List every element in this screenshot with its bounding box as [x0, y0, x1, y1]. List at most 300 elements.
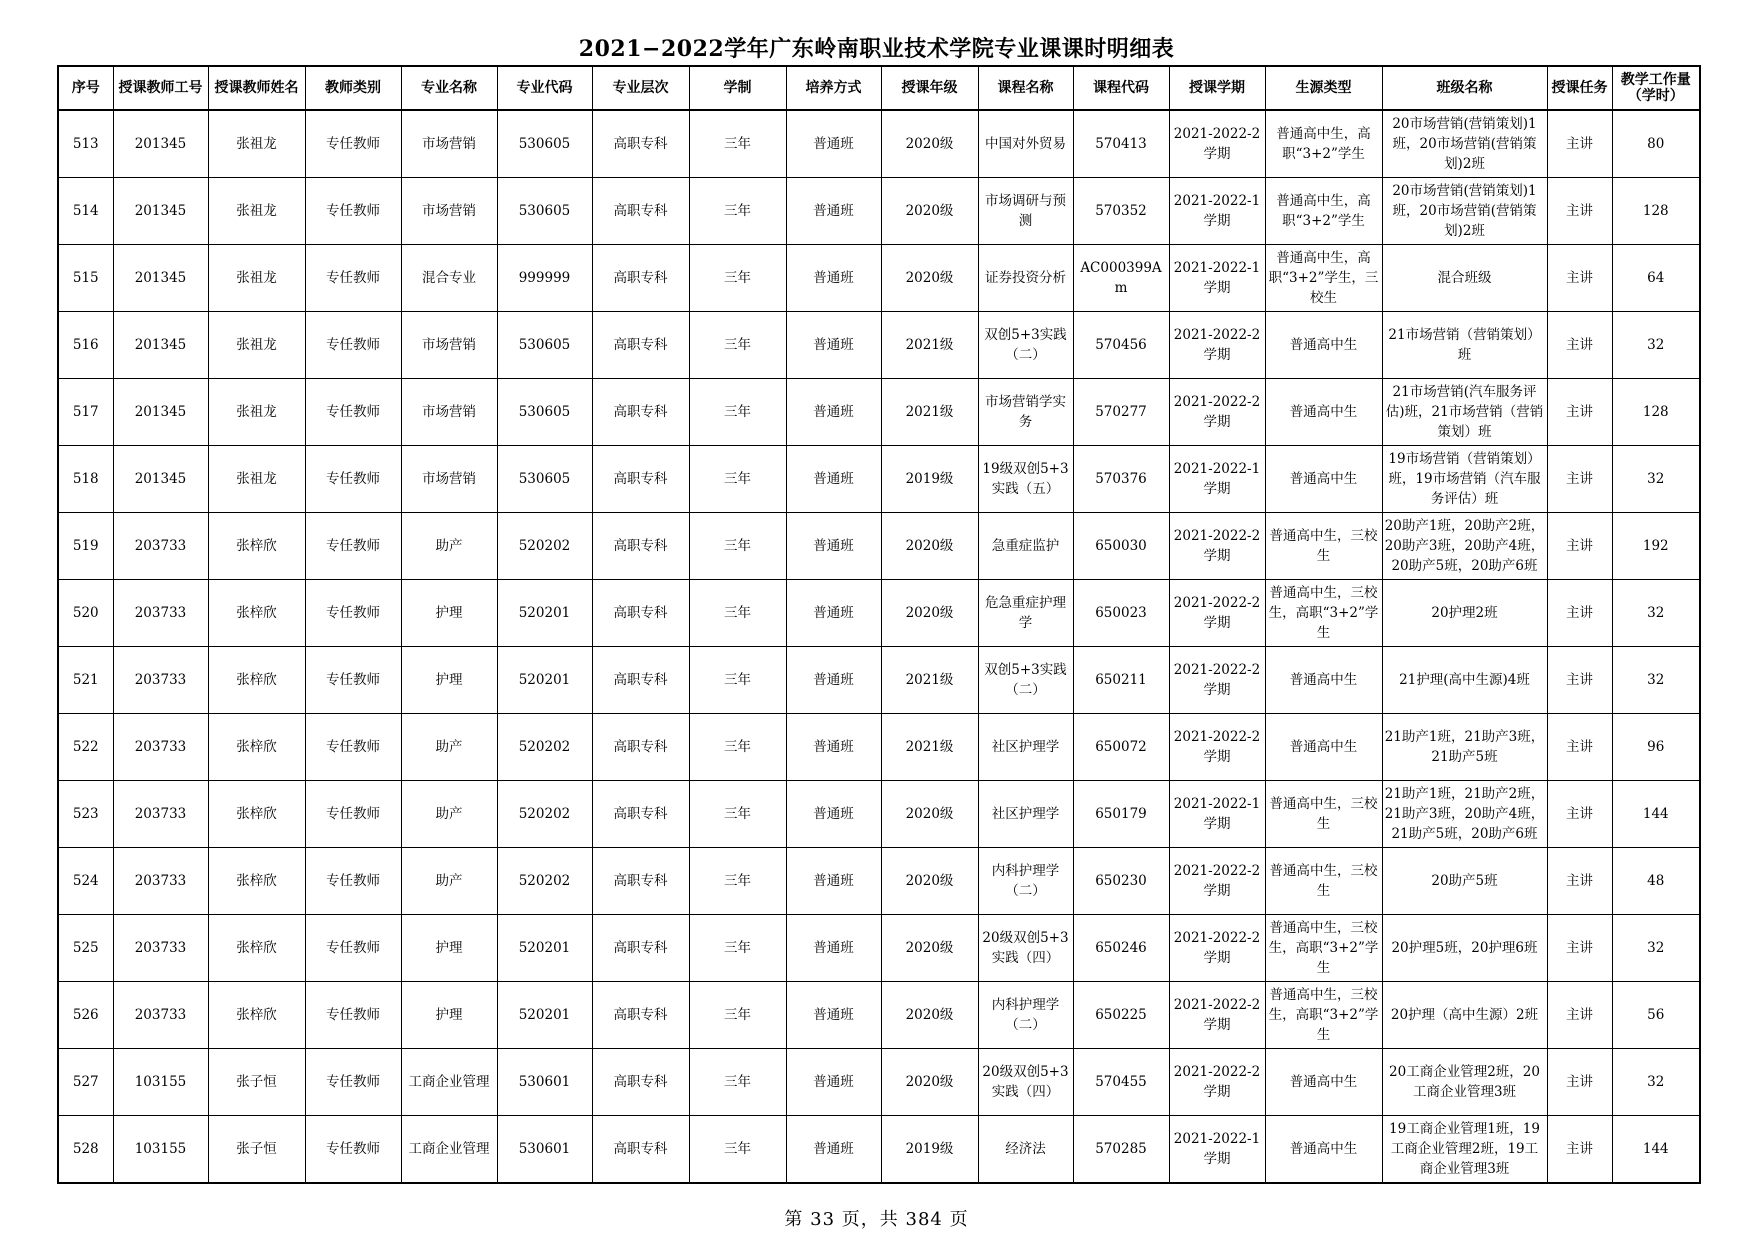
cell-col-major-name	[401, 781, 497, 848]
cell-text: 三年	[724, 1007, 751, 1023]
cell-text: 56	[1647, 1007, 1665, 1023]
cell-col-teacher-id	[113, 714, 208, 781]
cell-col-class-name	[1382, 848, 1547, 915]
cell-col-grade	[881, 446, 978, 513]
cell-text: 32	[1647, 672, 1665, 688]
cell-text: 2021-2022-2学期	[1173, 528, 1261, 564]
cell-text: 双创5+3实践（二）	[984, 327, 1067, 363]
cell-col-teacher-id	[113, 915, 208, 982]
cell-col-teacher-name	[208, 110, 305, 178]
cell-col-student-source	[1265, 781, 1382, 848]
cell-col-student-source	[1265, 848, 1382, 915]
cell-text: 普通高中生	[1289, 1074, 1358, 1090]
cell-text: 144	[1642, 1141, 1669, 1157]
cell-col-teacher-id	[113, 379, 208, 446]
cell-text: 三年	[724, 136, 751, 152]
cell-col-training-mode	[786, 245, 881, 312]
cell-col-duration	[689, 714, 786, 781]
cell-col-duration	[689, 781, 786, 848]
cell-text: 普通高中生	[1289, 672, 1358, 688]
cell-text: 市场营销	[422, 471, 476, 487]
cell-text: 双创5+3实践（二）	[984, 662, 1067, 698]
cell-text: 专任教师	[326, 538, 380, 554]
cell-text: 528	[72, 1141, 99, 1157]
cell-text: 2021-2022-1学期	[1173, 193, 1261, 229]
cell-text: 高职专科	[613, 270, 668, 286]
cell-text: 21市场营销(汽车服务评估)班，21市场营销（营销策划）班	[1385, 384, 1544, 440]
cell-col-major-code	[497, 848, 592, 915]
cell-col-teacher-id	[113, 446, 208, 513]
cell-text: 普通高中生，高职“3+2”学生，三校生	[1268, 250, 1379, 306]
cell-text: 203733	[134, 873, 187, 889]
cell-col-teacher-category	[305, 446, 401, 513]
cell-col-major-level	[592, 915, 689, 982]
cell-col-index	[58, 178, 113, 245]
cell-col-major-code	[497, 379, 592, 446]
cell-col-teacher-category	[305, 982, 401, 1049]
cell-text: 普通高中生，三校生	[1269, 863, 1378, 899]
cell-text: 市场营销	[422, 337, 476, 353]
cell-col-teacher-category	[305, 714, 401, 781]
header-col-teacher-category: 教师类别	[305, 66, 401, 110]
cell-col-teacher-name	[208, 580, 305, 647]
cell-text: 张祖龙	[236, 471, 277, 487]
cell-text: 526	[72, 1007, 99, 1023]
cell-text: 20护理2班	[1431, 605, 1498, 621]
cell-text: 650072	[1095, 739, 1147, 755]
cell-col-training-mode	[786, 915, 881, 982]
cell-col-course-name	[978, 1116, 1073, 1184]
cell-text: 2021-2022-2学期	[1173, 126, 1261, 162]
table-row	[58, 110, 1700, 178]
cell-text: 张祖龙	[236, 136, 277, 152]
cell-col-major-level	[592, 1049, 689, 1116]
cell-text: 危急重症护理学	[985, 595, 1066, 631]
cell-col-training-mode	[786, 580, 881, 647]
cell-text: 专任教师	[326, 940, 380, 956]
cell-col-workload	[1612, 647, 1700, 714]
cell-text: 普通班	[813, 471, 854, 487]
cell-col-class-name	[1382, 1116, 1547, 1184]
table-row	[58, 1116, 1700, 1184]
table-row	[58, 513, 1700, 580]
cell-text: 2021-2022-1学期	[1173, 260, 1261, 296]
cell-col-teacher-name	[208, 446, 305, 513]
cell-col-class-name	[1382, 178, 1547, 245]
cell-text: 527	[72, 1074, 99, 1090]
cell-col-major-name	[401, 379, 497, 446]
header-col-major-level: 专业层次	[592, 66, 689, 110]
page-footer: 第 33 页，共 384 页	[784, 1209, 969, 1230]
cell-col-duration	[689, 178, 786, 245]
cell-text: 主讲	[1566, 203, 1593, 219]
header-col-course-name: 课程名称	[978, 66, 1073, 110]
cell-col-teacher-id	[113, 178, 208, 245]
cell-text: 普通高中生，高职“3+2”学生	[1276, 126, 1371, 162]
cell-text: 普通班	[813, 605, 854, 621]
cell-col-major-code	[497, 915, 592, 982]
cell-col-student-source	[1265, 647, 1382, 714]
cell-text: 2020级	[905, 873, 954, 889]
cell-text: 203733	[134, 940, 187, 956]
cell-text: 普通班	[813, 270, 854, 286]
cell-text: 20助产1班，20助产2班，20助产3班，20助产4班，20助产5班，20助产6班	[1384, 518, 1545, 574]
cell-text: 普通高中生，三校生，高职“3+2”学生	[1268, 585, 1379, 641]
cell-col-workload	[1612, 848, 1700, 915]
cell-col-course-code	[1073, 379, 1169, 446]
cell-text: 张梓欣	[236, 940, 277, 956]
cell-col-teacher-name	[208, 781, 305, 848]
cell-col-course-name	[978, 379, 1073, 446]
cell-text: 21助产1班，21助产2班，21助产3班，20助产4班，21助产5班，20助产6班	[1384, 786, 1545, 842]
cell-col-task	[1547, 178, 1612, 245]
cell-text: 192	[1642, 538, 1669, 554]
cell-text: 社区护理学	[991, 806, 1060, 822]
cell-col-student-source	[1265, 513, 1382, 580]
cell-col-grade	[881, 1049, 978, 1116]
cell-col-major-code	[497, 1116, 592, 1184]
cell-text: 570277	[1095, 404, 1147, 420]
cell-text: 普通班	[813, 873, 854, 889]
cell-col-major-code	[497, 446, 592, 513]
cell-text: 2020级	[905, 806, 954, 822]
cell-text: 530601	[518, 1074, 571, 1090]
cell-col-semester	[1169, 714, 1265, 781]
cell-col-course-name	[978, 714, 1073, 781]
cell-text: 主讲	[1566, 404, 1593, 420]
cell-col-course-name	[978, 915, 1073, 982]
cell-text: 专任教师	[326, 672, 380, 688]
cell-col-teacher-id	[113, 245, 208, 312]
cell-text: 650030	[1095, 538, 1147, 554]
cell-text: 工商企业管理	[408, 1141, 490, 1157]
cell-text: 高职专科	[613, 337, 668, 353]
cell-text: 650246	[1095, 940, 1147, 956]
cell-col-teacher-id	[113, 1049, 208, 1116]
cell-col-semester	[1169, 647, 1265, 714]
cell-col-training-mode	[786, 446, 881, 513]
cell-text: 三年	[724, 270, 751, 286]
cell-col-teacher-name	[208, 714, 305, 781]
cell-text: 516	[72, 337, 99, 353]
cell-col-course-code	[1073, 1116, 1169, 1184]
cell-col-major-level	[592, 110, 689, 178]
cell-text: 2021-2022-1学期	[1173, 461, 1261, 497]
cell-text: 高职专科	[613, 1074, 668, 1090]
cell-text: 2021-2022-2学期	[1173, 863, 1261, 899]
cell-text: 521	[72, 672, 99, 688]
cell-text: 570413	[1095, 136, 1147, 152]
cell-col-training-mode	[786, 379, 881, 446]
cell-text: 主讲	[1566, 1007, 1593, 1023]
cell-text: 520201	[518, 672, 571, 688]
cell-text: 520202	[518, 538, 571, 554]
cell-text: 普通班	[813, 404, 854, 420]
cell-text: 张子恒	[236, 1074, 277, 1090]
cell-text: 三年	[724, 605, 751, 621]
cell-col-grade	[881, 781, 978, 848]
cell-text: 高职专科	[613, 538, 668, 554]
cell-col-class-name	[1382, 446, 1547, 513]
cell-text: 市场营销	[422, 404, 476, 420]
header-col-teacher-id: 授课教师工号	[113, 66, 208, 110]
cell-text: 2021-2022-2学期	[1173, 729, 1261, 765]
cell-col-task	[1547, 513, 1612, 580]
cell-text: 2021-2022-1学期	[1173, 1131, 1261, 1167]
cell-col-task	[1547, 1116, 1612, 1184]
cell-col-major-code	[497, 513, 592, 580]
cell-text: 530605	[518, 471, 571, 487]
cell-text: 650225	[1095, 1007, 1147, 1023]
cell-text: 专任教师	[326, 270, 380, 286]
header-col-training-mode: 培养方式	[786, 66, 881, 110]
cell-text: 32	[1647, 605, 1665, 621]
cell-col-teacher-category	[305, 915, 401, 982]
cell-col-duration	[689, 513, 786, 580]
cell-col-duration	[689, 1116, 786, 1184]
cell-col-training-mode	[786, 982, 881, 1049]
cell-col-grade	[881, 714, 978, 781]
cell-col-semester	[1169, 446, 1265, 513]
cell-col-workload	[1612, 379, 1700, 446]
cell-col-course-name	[978, 446, 1073, 513]
cell-text: 主讲	[1566, 538, 1593, 554]
header-col-major-code: 专业代码	[497, 66, 592, 110]
cell-col-major-name	[401, 982, 497, 1049]
cell-col-course-code	[1073, 245, 1169, 312]
cell-col-course-code	[1073, 848, 1169, 915]
cell-text: 三年	[724, 404, 751, 420]
cell-text: 普通班	[813, 806, 854, 822]
cell-text: 2021-2022-2学期	[1173, 997, 1261, 1033]
cell-text: 203733	[134, 1007, 187, 1023]
cell-col-task	[1547, 1049, 1612, 1116]
cell-text: 520201	[518, 605, 571, 621]
cell-col-grade	[881, 178, 978, 245]
cell-text: 999999	[518, 270, 571, 286]
cell-text: 急重症监护	[991, 538, 1060, 554]
cell-col-student-source	[1265, 446, 1382, 513]
cell-text: 2021级	[905, 739, 954, 755]
cell-col-major-name	[401, 312, 497, 379]
cell-text: 普通班	[813, 1074, 854, 1090]
table-row	[58, 647, 1700, 714]
table-row	[58, 982, 1700, 1049]
cell-text: 2021-2022-2学期	[1173, 930, 1261, 966]
table-body	[58, 110, 1700, 1183]
cell-text: 20护理5班，20护理6班	[1391, 940, 1538, 956]
cell-text: 20助产5班	[1431, 873, 1498, 889]
cell-text: 103155	[134, 1074, 187, 1090]
cell-text: 201345	[134, 471, 187, 487]
cell-col-course-name	[978, 982, 1073, 1049]
cell-text: 21助产1班，21助产3班，21助产5班	[1384, 729, 1545, 765]
cell-col-major-code	[497, 982, 592, 1049]
cell-col-index	[58, 580, 113, 647]
cell-col-training-mode	[786, 110, 881, 178]
cell-col-index	[58, 1116, 113, 1184]
cell-col-major-name	[401, 915, 497, 982]
cell-text: 570352	[1095, 203, 1147, 219]
cell-text: 高职专科	[613, 1141, 668, 1157]
cell-text: 主讲	[1566, 672, 1593, 688]
cell-text: 高职专科	[613, 471, 668, 487]
page-title: 2021−2022学年广东岭南职业技术学院专业课课时明细表	[578, 36, 1175, 62]
cell-text: 201345	[134, 404, 187, 420]
cell-col-semester	[1169, 580, 1265, 647]
cell-col-semester	[1169, 245, 1265, 312]
cell-col-course-name	[978, 647, 1073, 714]
cell-text: 64	[1647, 270, 1665, 286]
cell-col-duration	[689, 446, 786, 513]
cell-col-teacher-id	[113, 110, 208, 178]
header-col-class-name: 班级名称	[1382, 66, 1547, 110]
cell-text: 护理	[435, 1007, 463, 1023]
cell-col-major-level	[592, 848, 689, 915]
cell-text: 2020级	[905, 136, 954, 152]
cell-text: 520201	[518, 940, 571, 956]
cell-col-major-level	[592, 178, 689, 245]
cell-col-class-name	[1382, 982, 1547, 1049]
cell-col-major-level	[592, 781, 689, 848]
cell-col-semester	[1169, 379, 1265, 446]
cell-text: 专任教师	[326, 1007, 380, 1023]
cell-col-major-code	[497, 781, 592, 848]
cell-col-major-name	[401, 245, 497, 312]
cell-text: 专任教师	[326, 471, 380, 487]
cell-col-major-name	[401, 714, 497, 781]
cell-col-grade	[881, 245, 978, 312]
cell-col-major-code	[497, 245, 592, 312]
cell-text: 520202	[518, 873, 571, 889]
cell-col-teacher-name	[208, 647, 305, 714]
cell-text: 市场调研与预测	[985, 193, 1066, 229]
cell-text: 519	[72, 538, 99, 554]
cell-col-teacher-category	[305, 245, 401, 312]
cell-col-student-source	[1265, 580, 1382, 647]
cell-col-task	[1547, 379, 1612, 446]
cell-col-teacher-name	[208, 178, 305, 245]
cell-text: 2021-2022-2学期	[1173, 394, 1261, 430]
cell-text: 张祖龙	[236, 203, 277, 219]
cell-col-semester	[1169, 848, 1265, 915]
cell-text: 513	[72, 136, 99, 152]
cell-text: 2020级	[905, 203, 954, 219]
cell-col-workload	[1612, 245, 1700, 312]
table-row	[58, 245, 1700, 312]
cell-col-class-name	[1382, 580, 1547, 647]
cell-text: AC000399Am	[1080, 260, 1162, 296]
cell-text: 2021-2022-1学期	[1173, 796, 1261, 832]
cell-text: 助产	[435, 538, 463, 554]
cell-text: 650179	[1095, 806, 1147, 822]
cell-col-major-name	[401, 580, 497, 647]
cell-text: 514	[72, 203, 99, 219]
cell-text: 专任教师	[326, 404, 380, 420]
cell-col-task	[1547, 647, 1612, 714]
cell-text: 普通高中生，三校生，高职“3+2”学生	[1268, 920, 1379, 976]
cell-col-student-source	[1265, 178, 1382, 245]
cell-col-major-level	[592, 647, 689, 714]
cell-col-course-name	[978, 110, 1073, 178]
cell-text: 普通班	[813, 1141, 854, 1157]
header-col-major-name: 专业名称	[401, 66, 497, 110]
cell-text: 高职专科	[613, 672, 668, 688]
cell-text: 市场营销	[422, 203, 476, 219]
cell-text: 201345	[134, 337, 187, 353]
cell-text: 主讲	[1566, 1141, 1593, 1157]
cell-col-student-source	[1265, 1049, 1382, 1116]
cell-col-workload	[1612, 178, 1700, 245]
cell-text: 20市场营销(营销策划)1班，20市场营销(营销策划)2班	[1392, 183, 1537, 239]
cell-text: 203733	[134, 538, 187, 554]
cell-text: 专任教师	[326, 873, 380, 889]
cell-text: 2021级	[905, 337, 954, 353]
cell-text: 普通高中生，三校生	[1269, 528, 1378, 564]
cell-text: 2021级	[905, 672, 954, 688]
cell-text: 32	[1647, 337, 1665, 353]
cell-text: 三年	[724, 806, 751, 822]
cell-col-grade	[881, 915, 978, 982]
cell-text: 三年	[724, 337, 751, 353]
cell-text: 普通班	[813, 1007, 854, 1023]
cell-text: 515	[72, 270, 99, 286]
cell-col-task	[1547, 110, 1612, 178]
cell-col-class-name	[1382, 781, 1547, 848]
cell-col-course-name	[978, 178, 1073, 245]
cell-text: 主讲	[1566, 873, 1593, 889]
cell-col-teacher-name	[208, 513, 305, 580]
cell-text: 520201	[518, 1007, 571, 1023]
cell-text: 20市场营销(营销策划)1班，20市场营销(营销策划)2班	[1392, 116, 1537, 172]
cell-text: 525	[72, 940, 99, 956]
cell-col-course-code	[1073, 178, 1169, 245]
cell-text: 32	[1647, 471, 1665, 487]
cell-text: 80	[1647, 136, 1665, 152]
cell-col-course-name	[978, 1049, 1073, 1116]
cell-col-training-mode	[786, 312, 881, 379]
cell-col-course-code	[1073, 915, 1169, 982]
cell-col-duration	[689, 580, 786, 647]
cell-col-training-mode	[786, 647, 881, 714]
cell-col-index	[58, 110, 113, 178]
cell-text: 517	[72, 404, 99, 420]
cell-col-class-name	[1382, 379, 1547, 446]
cell-text: 主讲	[1566, 739, 1593, 755]
cell-col-workload	[1612, 714, 1700, 781]
cell-text: 张子恒	[236, 1141, 277, 1157]
cell-text: 19市场营销（营销策划）班，19市场营销（汽车服务评估）班	[1388, 451, 1541, 507]
cell-col-duration	[689, 1049, 786, 1116]
table-row	[58, 848, 1700, 915]
cell-text: 高职专科	[613, 136, 668, 152]
cell-col-course-code	[1073, 714, 1169, 781]
cell-col-teacher-category	[305, 110, 401, 178]
cell-col-major-code	[497, 714, 592, 781]
cell-col-teacher-name	[208, 915, 305, 982]
cell-text: 19工商企业管理1班，19工商企业管理2班，19工商企业管理3班	[1389, 1121, 1540, 1177]
table-row	[58, 446, 1700, 513]
cell-col-major-level	[592, 245, 689, 312]
cell-text: 张梓欣	[236, 806, 277, 822]
header-col-student-source: 生源类型	[1265, 66, 1382, 110]
cell-col-course-code	[1073, 1049, 1169, 1116]
cell-text: 主讲	[1566, 605, 1593, 621]
cell-col-teacher-category	[305, 1049, 401, 1116]
cell-text: 21市场营销（营销策划）班	[1388, 327, 1541, 363]
cell-text: 普通高中生，高职“3+2”学生	[1276, 193, 1371, 229]
cell-text: 专任教师	[326, 203, 380, 219]
